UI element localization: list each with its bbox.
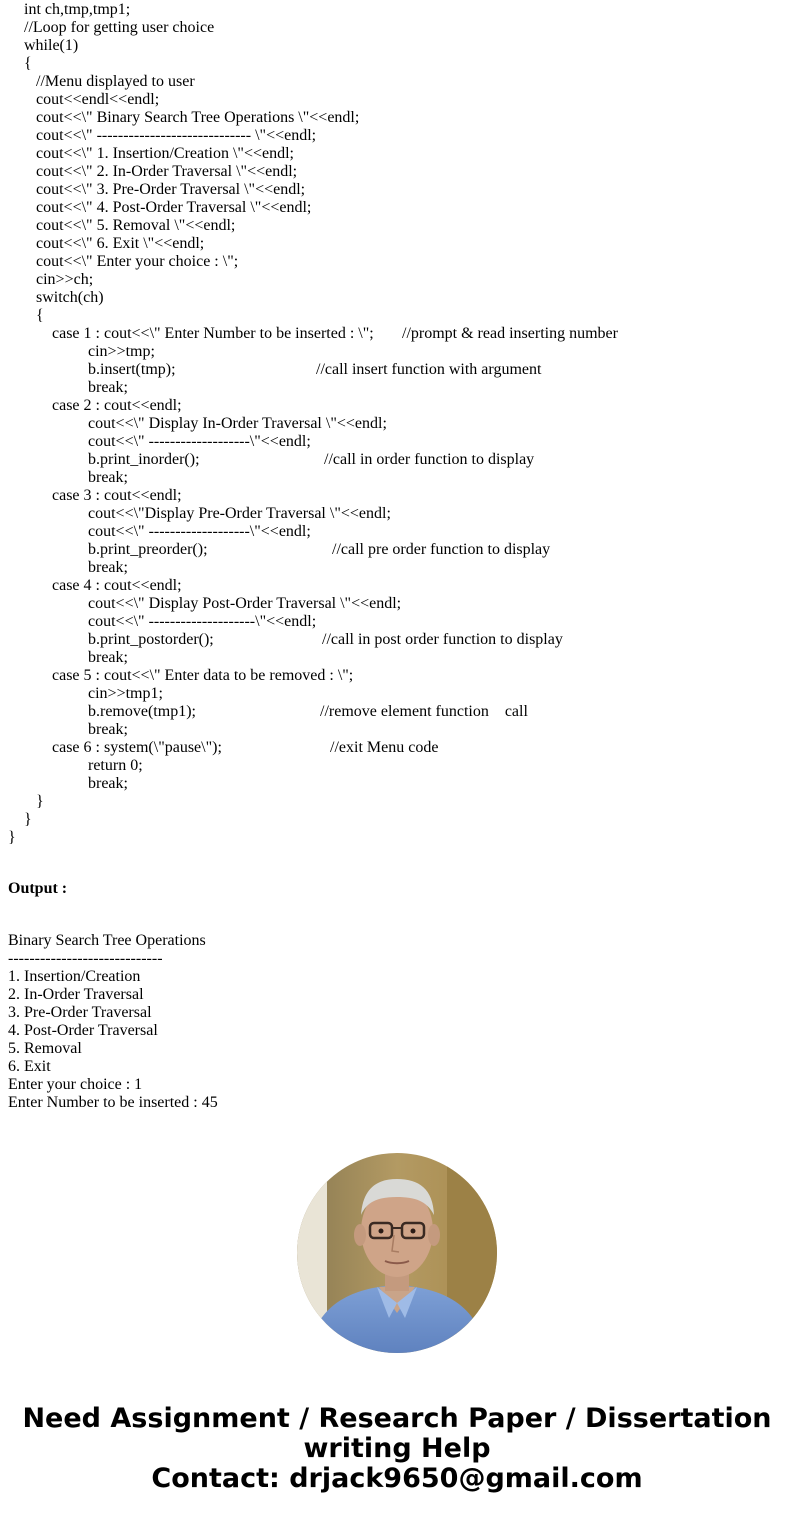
code-line <box>52 739 439 757</box>
code-line <box>88 721 128 739</box>
code-text: cout<<\" Enter your choice : \"; <box>36 253 239 270</box>
code-line <box>52 397 182 415</box>
code-line <box>52 667 353 685</box>
code-text: return 0; <box>88 757 143 774</box>
code-line <box>24 37 78 55</box>
code-text: //Loop for getting user choice <box>24 19 215 36</box>
output-line: 6. Exit <box>8 1058 51 1075</box>
output-line: Enter Number to be inserted : 45 <box>8 1094 218 1111</box>
code-line <box>36 793 44 811</box>
code-text: cout<<\" 1. Insertion/Creation \"<<endl; <box>36 145 294 162</box>
code-text: b.remove(tmp1); <box>88 703 196 720</box>
code-comment: //call insert function with argument <box>316 361 542 378</box>
banner-line-2: writing Help <box>303 1433 491 1464</box>
code-line <box>24 1 130 19</box>
code-line <box>36 73 195 91</box>
output-line: 1. Insertion/Creation <box>8 968 141 985</box>
code-text: cin>>tmp1; <box>88 685 163 702</box>
code-text: } <box>36 793 44 810</box>
code-line <box>52 325 618 343</box>
code-line <box>88 343 155 361</box>
code-line <box>24 19 214 37</box>
code-line <box>88 469 128 487</box>
code-line <box>52 577 182 595</box>
code-text: { <box>36 307 44 324</box>
output-line: ----------------------------- <box>8 950 163 967</box>
code-text: cout<<\" Binary Search Tree Operations \"<<endl; <box>36 109 360 126</box>
code-line <box>36 271 93 289</box>
code-text: cout<<\"Display Pre-Order Traversal \"<<endl; <box>88 505 391 522</box>
code-line <box>24 55 32 73</box>
code-text: //Menu displayed to user <box>36 73 195 90</box>
code-text: cout<<\" ----------------------------- \"<<endl; <box>36 127 317 144</box>
code-text: case 5 : cout<<\" Enter data to be removed : \"; <box>52 667 354 684</box>
output-line: Enter your choice : 1 <box>8 1076 143 1093</box>
code-text: cout<<endl<<endl; <box>36 91 160 108</box>
code-line <box>88 757 143 775</box>
code-text: case 4 : cout<<endl; <box>52 577 182 594</box>
code-line <box>88 523 311 541</box>
code-line <box>88 433 311 451</box>
code-text: switch(ch) <box>36 289 104 306</box>
output-heading: Output : <box>8 880 68 897</box>
code-line <box>36 199 311 217</box>
code-line <box>88 631 563 649</box>
code-line <box>88 379 128 397</box>
code-text: cout<<\" --------------------\"<<endl; <box>88 613 317 630</box>
code-line <box>36 181 305 199</box>
banner-contact-line: Contact: drjack9650@gmail.com <box>151 1463 643 1494</box>
output-line: 2. In-Order Traversal <box>8 986 144 1003</box>
code-line <box>88 685 163 703</box>
code-line <box>36 145 294 163</box>
code-comment: //remove element function call <box>320 703 528 720</box>
code-line <box>88 361 542 379</box>
code-text: break; <box>88 721 128 738</box>
code-text: break; <box>88 649 128 666</box>
code-line <box>88 541 551 559</box>
code-text: b.print_preorder(); <box>88 541 208 558</box>
portrait-image <box>297 1153 497 1353</box>
code-text: cout<<\" 3. Pre-Order Traversal \"<<endl; <box>36 181 306 198</box>
code-comment: //call pre order function to display <box>332 541 551 558</box>
code-line <box>88 649 128 667</box>
code-line <box>88 775 128 793</box>
code-text: break; <box>88 559 128 576</box>
code-line <box>88 613 316 631</box>
output-line: 5. Removal <box>8 1040 82 1057</box>
code-line <box>36 217 235 235</box>
code-line <box>88 505 391 523</box>
code-line <box>52 487 182 505</box>
code-line <box>36 289 104 307</box>
code-line <box>36 91 159 109</box>
code-text: cout<<\" Display Post-Order Traversal \"<<endl; <box>88 595 402 612</box>
code-text: cin>>tmp; <box>88 343 155 360</box>
code-text: cout<<\" 2. In-Order Traversal \"<<endl; <box>36 163 298 180</box>
code-line <box>36 109 359 127</box>
code-line <box>88 595 401 613</box>
banner-line-1: Need Assignment / Research Paper / Dissertation <box>22 1403 772 1434</box>
code-line <box>8 829 16 847</box>
code-line <box>88 451 535 469</box>
code-text: case 6 : system(\"pause\"); <box>52 739 222 756</box>
author-photo <box>297 1153 497 1353</box>
code-text: } <box>24 811 32 828</box>
code-text: cout<<\" 6. Exit \"<<endl; <box>36 235 205 252</box>
code-comment: //prompt & read inserting number <box>402 325 618 342</box>
code-comment: //call in order function to display <box>324 451 535 468</box>
code-text: cout<<\" Display In-Order Traversal \"<<endl; <box>88 415 387 432</box>
output-line: 3. Pre-Order Traversal <box>8 1004 152 1021</box>
code-line <box>36 235 204 253</box>
code-text: int ch,tmp,tmp1; <box>24 1 131 18</box>
output-line: 4. Post-Order Traversal <box>8 1022 158 1039</box>
code-text: b.print_inorder(); <box>88 451 200 468</box>
code-text: b.insert(tmp); <box>88 361 176 378</box>
code-text: b.print_postorder(); <box>88 631 214 648</box>
code-text: break; <box>88 775 128 792</box>
code-text: cout<<\" 4. Post-Order Traversal \"<<endl; <box>36 199 312 216</box>
code-text: cout<<\" -------------------\"<<endl; <box>88 433 311 450</box>
code-line <box>88 703 528 721</box>
code-text: while(1) <box>24 37 79 54</box>
code-line <box>88 415 387 433</box>
code-text: case 2 : cout<<endl; <box>52 397 182 414</box>
code-line <box>24 811 32 829</box>
output-listing <box>8 932 788 1112</box>
code-comment: //call in post order function to display <box>322 631 563 648</box>
code-text: case 1 : cout<<\" Enter Number to be inserted : \"; <box>52 325 374 342</box>
output-line: Binary Search Tree Operations <box>8 932 206 949</box>
code-text: break; <box>88 379 128 396</box>
code-text: break; <box>88 469 128 486</box>
code-line <box>36 253 238 271</box>
code-line <box>36 127 316 145</box>
code-text: cout<<\" -------------------\"<<endl; <box>88 523 311 540</box>
code-line <box>88 559 128 577</box>
code-line <box>36 163 297 181</box>
code-line <box>36 307 44 325</box>
code-text: case 3 : cout<<endl; <box>52 487 182 504</box>
code-text: cout<<\" 5. Removal \"<<endl; <box>36 217 236 234</box>
code-comment: //exit Menu code <box>330 739 439 756</box>
code-text: { <box>24 55 32 72</box>
code-text: cin>>ch; <box>36 271 94 288</box>
contact-banner <box>0 1404 794 1494</box>
code-text: } <box>8 829 16 846</box>
